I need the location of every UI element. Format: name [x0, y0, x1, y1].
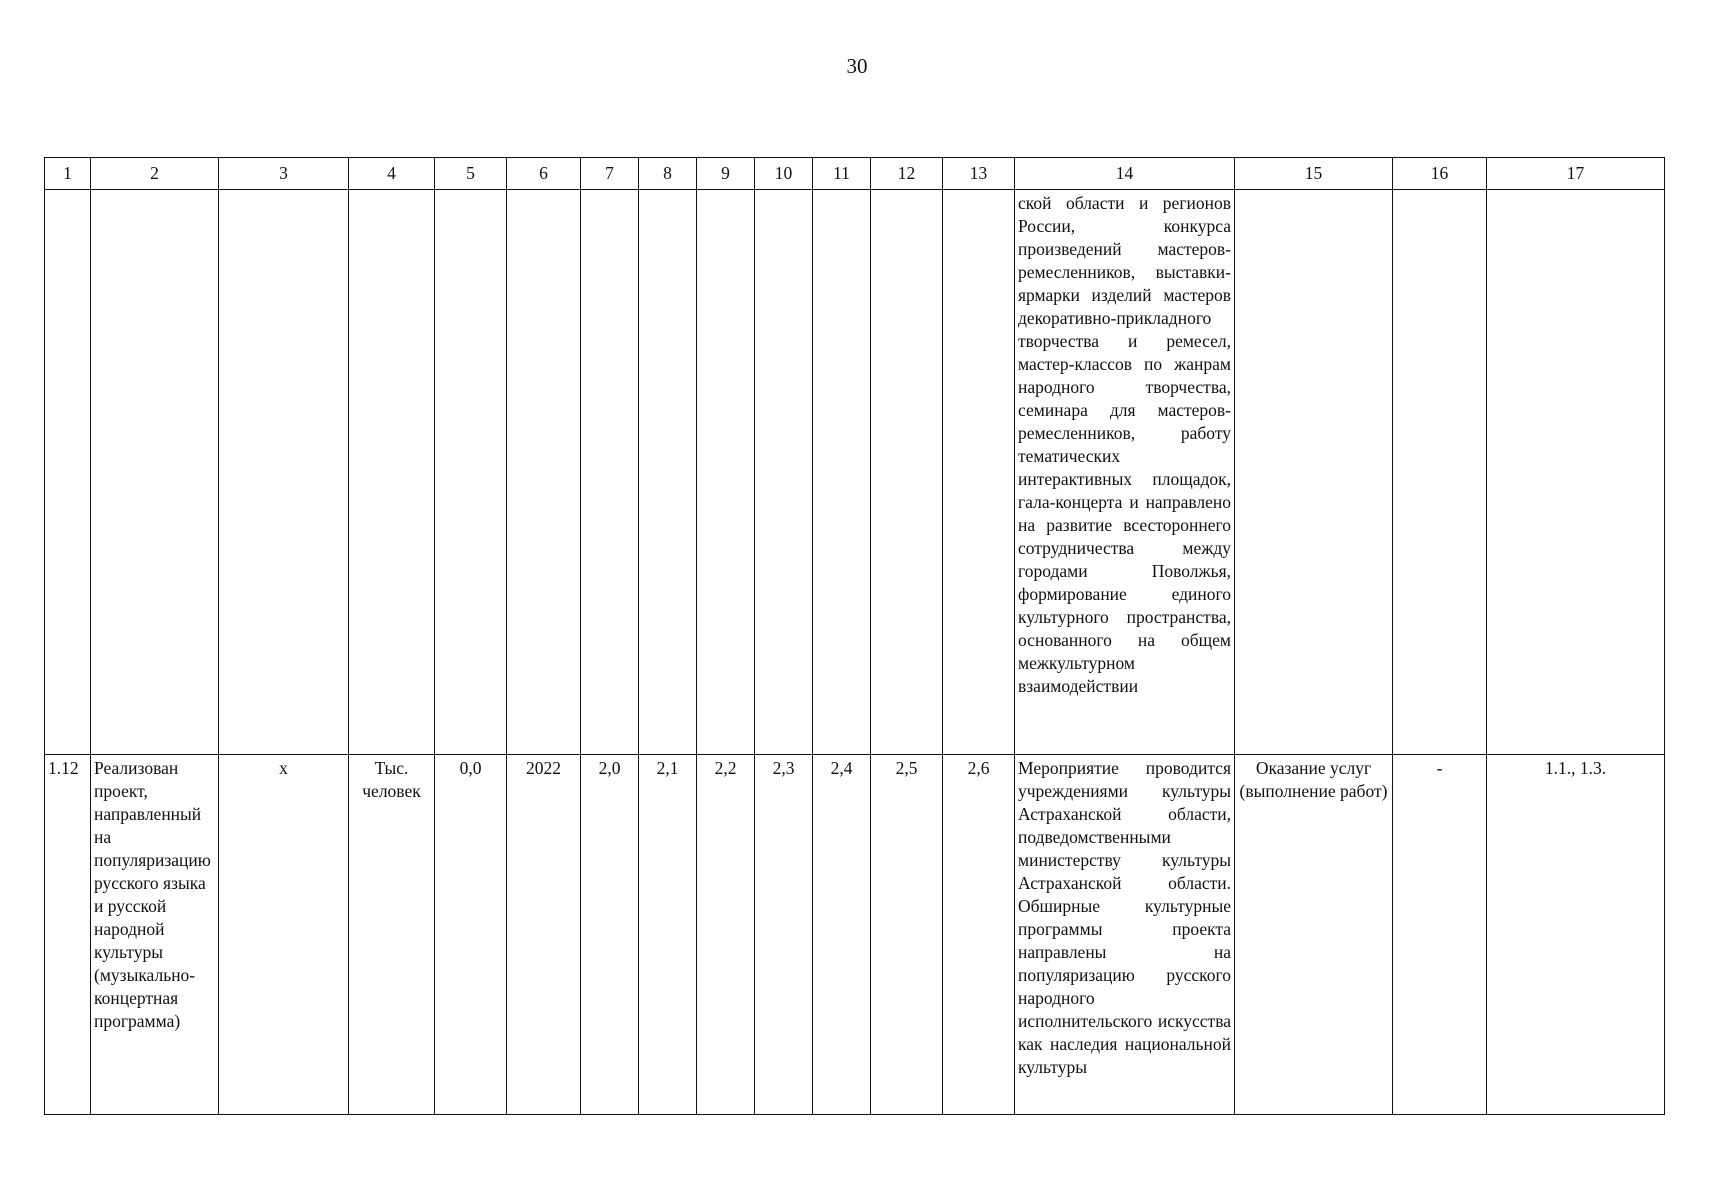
page-number: 30	[846, 54, 868, 78]
program-table	[44, 157, 1665, 1115]
header-cell: 7	[581, 158, 639, 190]
table-cell	[349, 190, 435, 755]
header-cell: 15	[1235, 158, 1393, 190]
value-cell: 2,2	[697, 755, 755, 1115]
row-number-cell: 1.12	[45, 755, 91, 1115]
value-cell: 2,1	[639, 755, 697, 1115]
table-cell	[755, 190, 813, 755]
header-cell: 3	[219, 158, 349, 190]
unit-cell: Тыс. человек	[349, 755, 435, 1115]
value-cell: 2,0	[581, 755, 639, 1115]
value-cell: 2,4	[813, 755, 871, 1115]
header-cell: 8	[639, 158, 697, 190]
table-cell	[435, 190, 507, 755]
header-cell: 5	[435, 158, 507, 190]
base-value-cell: 0,0	[435, 755, 507, 1115]
result-name-cell: Реализован проект, направленный на популяризацию русского языка и русской народной культуры (музыкально-концертная программа)	[91, 755, 219, 1115]
table-cell: х	[219, 755, 349, 1115]
header-cell: 14	[1015, 158, 1235, 190]
table-cell	[581, 190, 639, 755]
table-cell	[219, 190, 349, 755]
table-cell	[871, 190, 943, 755]
table-cell: -	[1393, 755, 1487, 1115]
header-cell: 12	[871, 158, 943, 190]
header-cell: 1	[45, 158, 91, 190]
type-cell: Оказание услуг (выполнение работ)	[1235, 755, 1393, 1115]
header-cell: 13	[943, 158, 1015, 190]
table-cell	[697, 190, 755, 755]
table-cell	[1393, 190, 1487, 755]
base-year-cell: 2022	[507, 755, 581, 1115]
table-cell	[45, 190, 91, 755]
table-header-row	[45, 158, 1665, 190]
table-row-continued	[45, 190, 1665, 755]
value-cell: 2,5	[871, 755, 943, 1115]
table-cell	[639, 190, 697, 755]
header-cell: 6	[507, 158, 581, 190]
table-cell	[1487, 190, 1665, 755]
header-cell: 16	[1393, 158, 1487, 190]
value-cell: 2,6	[943, 755, 1015, 1115]
header-cell: 17	[1487, 158, 1665, 190]
header-cell: 4	[349, 158, 435, 190]
header-cell: 10	[755, 158, 813, 190]
description-cell: ской области и регионов России, конкурса произведений мастеров-ремесленников, выставки-ярмарки изделий мастеров декоративно-прикладного творчества и ремесел, мастер-классов по жанрам народного творчества, семинара для мастеров-ремесленников, работу тематических интерактивных площадок, гала-концерта и направлено на развитие всестороннего сотрудничества между городами Поволжья, формирование единого культурного пространства, основанного на общем межкультурном взаимодействии	[1015, 190, 1235, 755]
table-cell	[91, 190, 219, 755]
value-cell: 2,3	[755, 755, 813, 1115]
table-cell	[1235, 190, 1393, 755]
table-row-1-12	[45, 755, 1665, 1115]
table-cell	[507, 190, 581, 755]
description-cell: Мероприятие проводится учреждениями культуры Астраханской области, подведомственными министерству культуры Астраханской области. Обширные культурные программы проекта направлены на популяризацию русского народного исполнительского искусства как наследия национальной культуры	[1015, 755, 1235, 1115]
header-cell: 11	[813, 158, 871, 190]
table-cell	[813, 190, 871, 755]
reference-cell: 1.1., 1.3.	[1487, 755, 1665, 1115]
table-cell	[943, 190, 1015, 755]
header-cell: 2	[91, 158, 219, 190]
header-cell: 9	[697, 158, 755, 190]
